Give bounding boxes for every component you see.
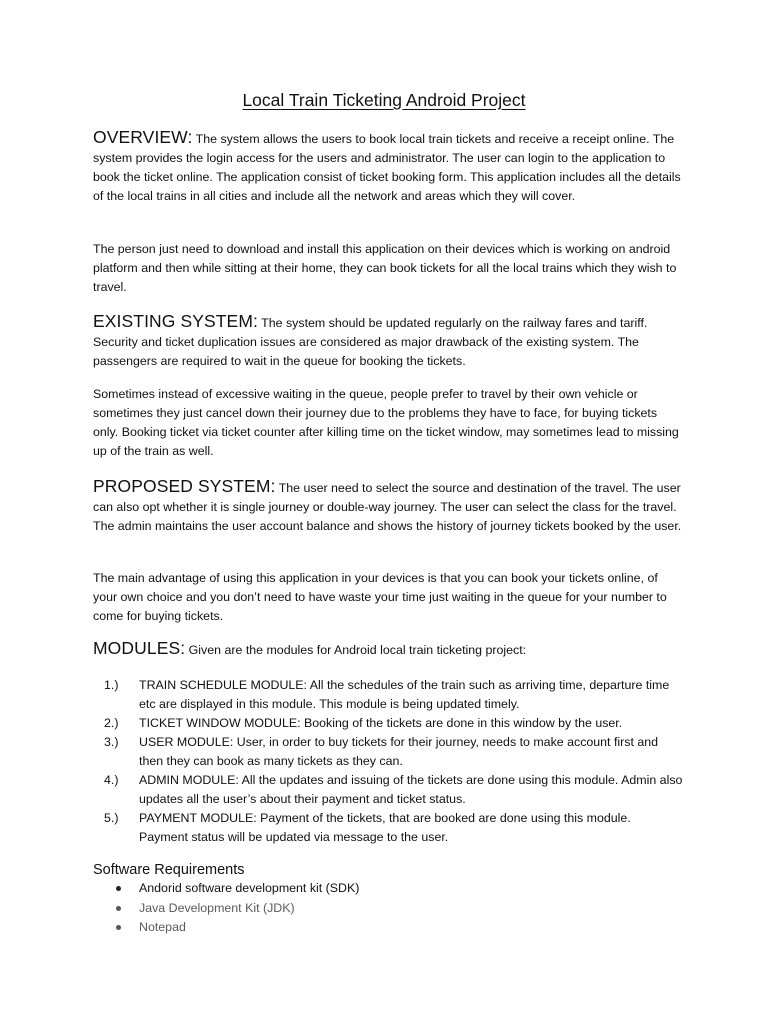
list-item-text: TICKET WINDOW MODULE: Booking of the tickets are done in this window by the user. — [139, 716, 623, 730]
existing-system-heading: EXISTING SYSTEM: — [93, 311, 258, 331]
bullet-icon — [116, 925, 121, 930]
proposed-system-heading: PROPOSED SYSTEM: — [93, 476, 276, 496]
list-item — [93, 733, 683, 771]
list-item-text: PAYMENT MODULE: Payment of the tickets, that are booked are done using this module. Payment status will be updated via message to the user. — [139, 811, 631, 844]
document-title: Local Train Ticketing Android Project — [242, 90, 526, 110]
proposed-system-text: The user need to select the source and destination of the travel. The user can also opt whether it is single journey or double-way journey. The user can select the class for the travel. The admin maintains the user account balance and shows the history of journey tickets booked by the user. — [93, 481, 682, 534]
list-item — [93, 771, 683, 809]
proposed-system-paragraph-2: The main advantage of using this application in your devices is that you can book your tickets online, of your own choice and you don’t need to have waste your time just waiting in the queue for your number to come for buying tickets. — [93, 571, 667, 624]
list-item-text: Andorid software development kit (SDK) — [139, 881, 360, 895]
list-item — [93, 879, 359, 899]
list-item-text: Notepad — [139, 920, 186, 934]
modules-paragraph — [93, 639, 683, 660]
list-item-text: ADMIN MODULE: All the updates and issuing of the tickets are done using this module. Admin also updates all the user’s about their payment and ticket status. — [139, 773, 683, 806]
list-item — [93, 918, 359, 938]
list-item-text: Java Development Kit (JDK) — [139, 900, 295, 915]
list-item-text: TRAIN SCHEDULE MODULE: All the schedules of the train such as arriving time, departure time etc are displayed in this module. This module is being updated timely. — [139, 678, 670, 711]
overview-heading: OVERVIEW: — [93, 127, 193, 147]
modules-intro: Given are the modules for Android local train ticketing project: — [185, 643, 527, 657]
list-item — [93, 809, 683, 847]
list-item — [93, 714, 683, 733]
overview-paragraph — [93, 128, 683, 206]
list-item-number: 1.) — [104, 678, 119, 692]
software-requirements-heading: Software Requirements — [93, 862, 245, 878]
overview-text: The system allows the users to book local train tickets and receive a receipt online. The system provides the login access for the users and administrator. The user can login to the application to book the ticket online. The application consist of ticket booking form. This application includes all the details of the local trains in all cities and include all the network and areas which they will cover. — [93, 132, 681, 204]
list-item-number: 4.) — [104, 773, 119, 787]
modules-heading: MODULES: — [93, 638, 186, 658]
list-item — [93, 899, 359, 919]
existing-system-text: The system should be updated regularly on the railway fares and tariff. Security and ticket duplication issues are considered as major drawback of the existing system. The passengers are required to wait in the queue for booking the tickets. — [93, 316, 648, 369]
existing-system-paragraph-2: Sometimes instead of excessive waiting in the queue, people prefer to travel by their own vehicle or sometimes they just cancel down their journey due to the problems they have to face, for buying tickets only. Booking ticket via ticket counter after killing time on the ticket window, may sometimes lead to missing up of the train as well. — [93, 387, 679, 459]
bullet-icon — [116, 906, 121, 911]
list-item-number: 2.) — [104, 716, 119, 730]
list-item — [93, 676, 683, 714]
existing-system-paragraph — [93, 312, 683, 371]
proposed-system-paragraph — [93, 477, 683, 536]
modules-list — [93, 676, 683, 847]
software-requirements-list — [93, 879, 359, 938]
list-item-text: USER MODULE: User, in order to buy tickets for their journey, needs to make account first and then they can book as many tickets as they can. — [139, 735, 659, 768]
list-item-number: 3.) — [104, 735, 119, 749]
overview-paragraph-2: The person just need to download and install this application on their devices which is working on android platform and then while sitting at their home, they can book tickets for all the local trains which they wish to travel. — [93, 242, 677, 295]
bullet-icon — [116, 886, 121, 891]
list-item-number: 5.) — [104, 811, 119, 825]
